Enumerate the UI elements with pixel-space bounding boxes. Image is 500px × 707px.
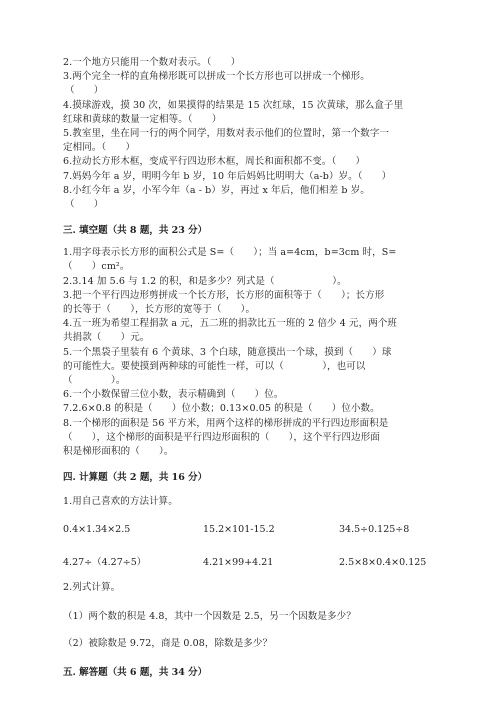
calc-expression: 4.21×99+4.21: [203, 557, 274, 569]
calc-row-1: [63, 523, 438, 537]
fill-item-4-cont: 共捐款（ ）元。: [63, 332, 150, 344]
fill-item-2: 2.3.14 加 5.6 与 1.2 的积，和是多少？列式是（ ）。: [63, 275, 347, 287]
calc-subquestion-2: （2）被除数是 9.72，商是 0.08，除数是多少？: [63, 637, 273, 649]
calc-expression: 0.4×1.34×2.5: [63, 524, 131, 536]
calc-row-2: [63, 556, 438, 570]
fill-item-1-cont: （ ）cm²。: [63, 261, 130, 273]
calc-question-2: 2.列式计算。: [63, 582, 121, 594]
judge-item-8-answer: （ ）: [65, 199, 104, 211]
fill-item-4: 4.五一班为希望工程捐款 a 元，五二班的捐款比五一班的 2 倍少 4 元，两个班: [63, 318, 398, 330]
fill-section: [63, 224, 438, 459]
fill-item-8: 8.一个梯形的面积是 56 平方米，用两个这样的梯形拼成的平行四边形面积是: [63, 417, 389, 429]
fill-item-5: 5.一个黑袋子里装有 6 个黄球、3 个白球，随意摸出一个球，摸到（ ）球: [63, 346, 392, 358]
judge-item-4-cont: 红球和黄球的数量一定相等。（ ）: [63, 113, 222, 125]
calc-section: [63, 471, 438, 651]
judge-item-7: 7.妈妈今年 a 岁，明明今年 b 岁，10 年后妈妈比明明大（a-b）岁。（ ）: [63, 170, 392, 182]
judge-item-3: 3.两个完全一样的直角梯形既可以拼成一个长方形也可以拼成一个梯形。: [63, 71, 370, 83]
calc-subquestion-1: （1）两个数的积是 4.8，其中一个因数是 2.5，另一个因数是多少？: [63, 610, 356, 622]
calc-expression: 34.5÷0.125÷8: [339, 524, 410, 536]
fill-item-1: 1.用字母表示长方形的面积公式是 S=（ ）；当 a=4cm，b=3cm 时，S=: [63, 247, 397, 259]
fill-item-7: 7.2.6×0.8 的积是（ ）位小数；0.13×0.05 的积是（ ）位小数。: [63, 403, 380, 415]
calc-expression: 4.27÷（4.27÷5）: [63, 557, 147, 569]
fill-item-6: 6.一个小数保留三位小数，表示精确到（ ）位。: [63, 389, 284, 401]
calc-expression: 2.5×8×0.4×0.125: [339, 557, 427, 569]
judge-item-8: 8.小红今年 a 岁，小军今年（a - b）岁，再过 x 年后，他们相差 b 岁。: [63, 184, 370, 196]
fill-item-3: 3.把一个平行四边形剪拼成一个长方形，长方形的面积等于（ ）；长方形: [63, 289, 385, 301]
calc-expression: 15.2×101-15.2: [203, 524, 275, 536]
judge-section: [63, 56, 438, 212]
fill-item-5-cont2: （ ）。: [63, 375, 126, 387]
calc-question-1: 1.用自己喜欢的方法计算。: [63, 496, 178, 508]
fill-item-8-cont2: 积是梯形面积的（ ）。: [63, 446, 174, 458]
fill-item-3-cont: 的长等于（ ），长方形的宽等于（ ）。: [63, 304, 256, 316]
fill-section-title: 三. 填空题（共 8 题，共 23 分）: [63, 225, 208, 237]
calc-section-title: 四. 计算题（共 2 题，共 16 分）: [63, 472, 208, 484]
judge-item-2: 2.一个地方只能用一个数对表示。（ ）: [63, 57, 241, 68]
judge-item-6: 6.拉动长方形木框，变成平行四边形木框，周长和面积都不变。（ ）: [63, 156, 366, 168]
worksheet-content: [63, 56, 438, 680]
judge-item-5-cont: 定相同。（ ）: [63, 142, 136, 154]
judge-item-4: 4.摸球游戏，摸 30 次，如果摸得的结果是 15 次红球，15 次黄球，那么盒子里: [63, 99, 404, 111]
answer-section-title: 五. 解答题（共 6 题，共 34 分）: [63, 667, 208, 679]
fill-item-8-cont: （ ），这个梯形的面积是平行四边形面积的（ ），这个平行四边形面: [63, 431, 380, 443]
judge-item-3-answer: （ ）: [65, 85, 104, 97]
judge-item-5: 5.教室里，坐在同一行的两个同学，用数对表示他们的位置时，第一个数字一: [63, 128, 390, 140]
fill-item-5-cont: 的可能性大。要使摸到两种球的可能性一样，可以（ ），也可以: [63, 360, 366, 372]
